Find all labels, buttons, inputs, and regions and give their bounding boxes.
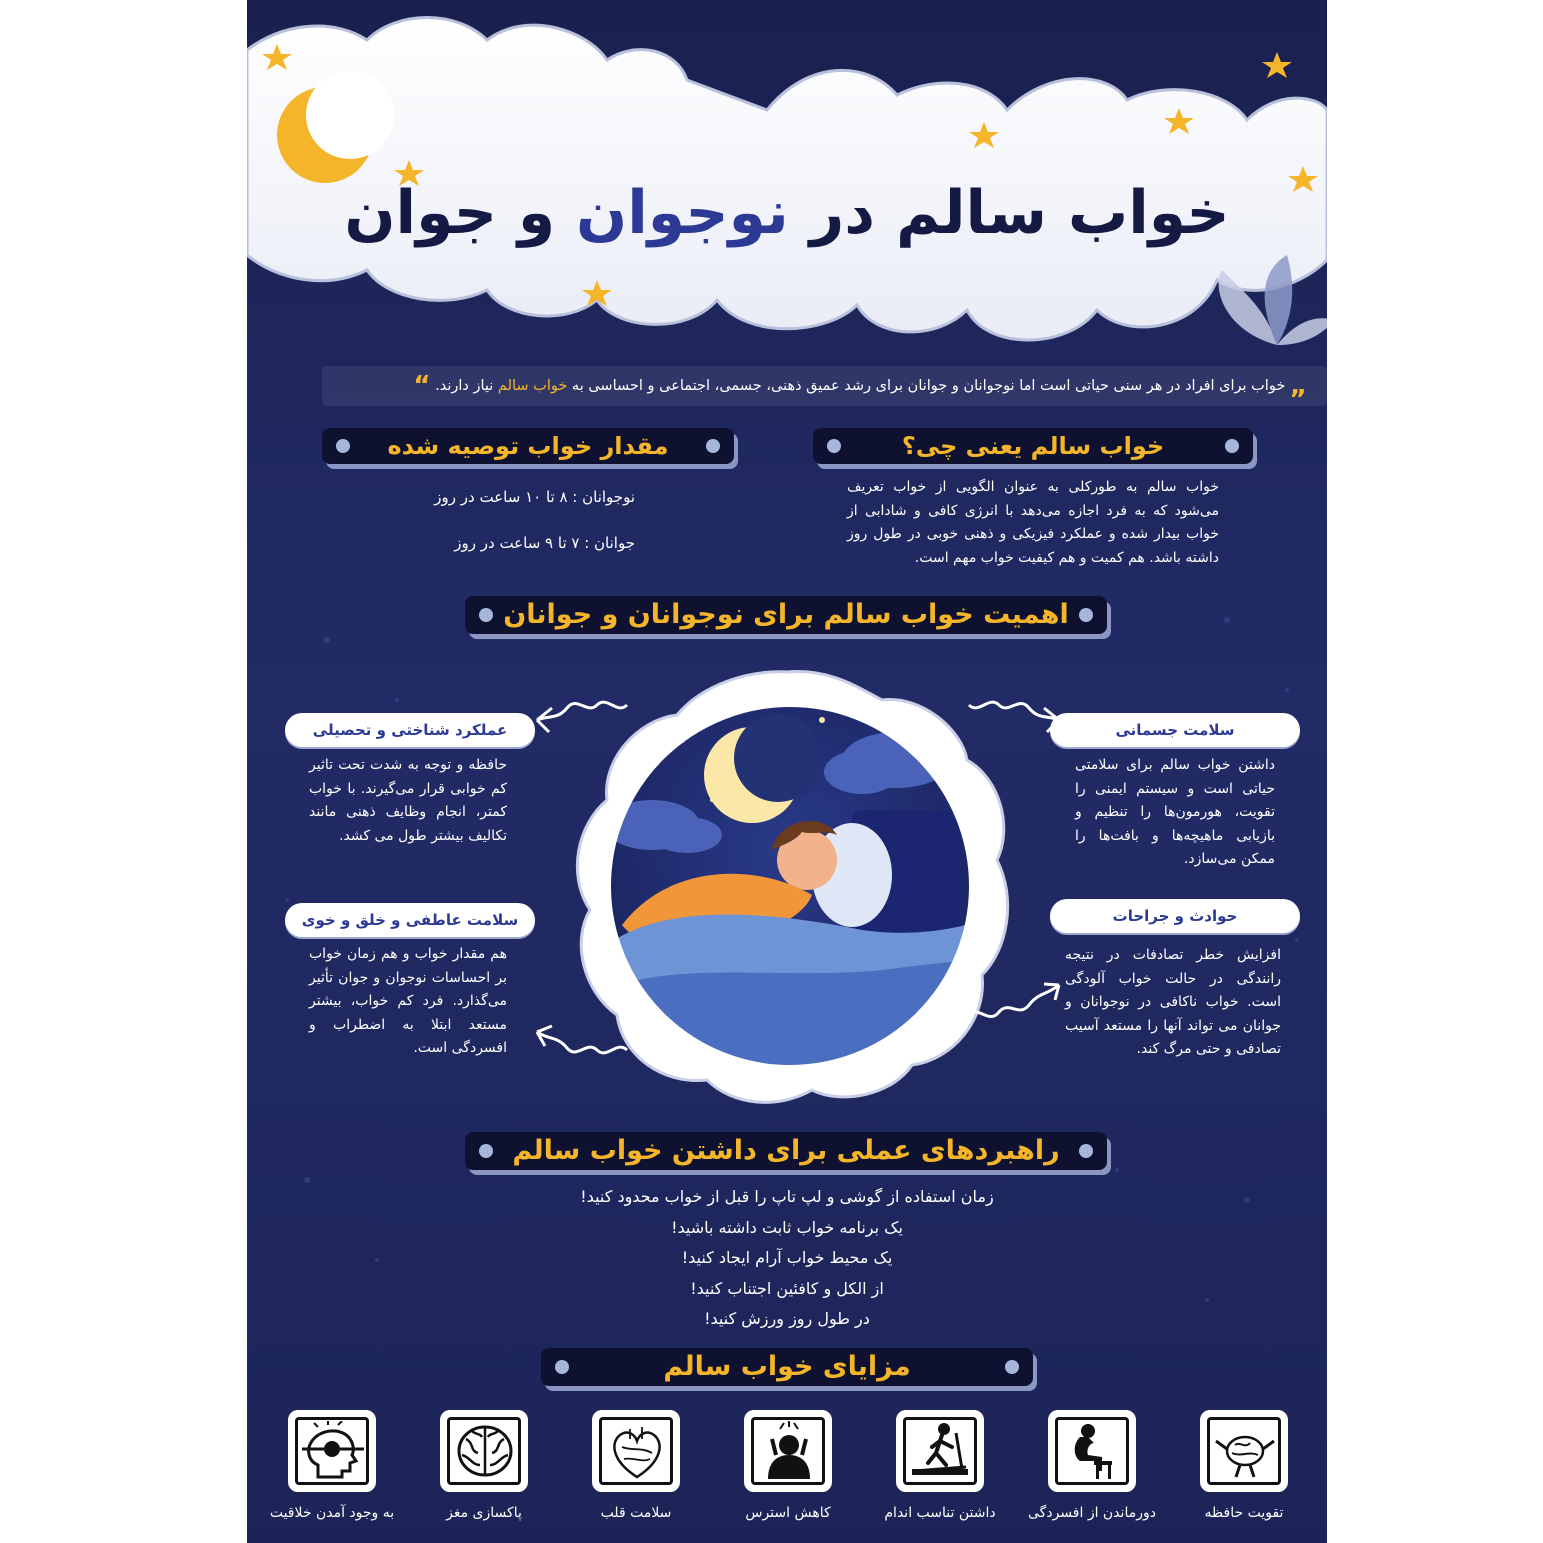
benefit-card-stress	[744, 1410, 832, 1492]
benefit-label-depression: دورماندن از افسردگی	[1028, 1505, 1156, 1521]
emotional-body: هم مقدار خواب و هم زمان خواب بر احساسات نوجوان و جوان تأثیر می‌گذارد. فرد کم خواب، بیشتر مستعد ابتلا به اضطراب و افسردگی است.	[309, 946, 507, 1056]
benefit-label-brain: پاکسازی مغز	[446, 1505, 522, 1521]
benefit-label-heart: سلامت قلب	[600, 1505, 672, 1521]
squiggle-top-left	[527, 690, 637, 750]
stressed-head-icon	[754, 1421, 822, 1481]
strategy-item: در طول روز ورزش کنید!	[704, 1309, 870, 1328]
strategy-item: یک محیط خواب آرام ایجاد کنید!	[681, 1248, 893, 1267]
benefit-label-memory: تقویت حافظه	[1204, 1505, 1284, 1521]
sad-person-icon	[1058, 1421, 1126, 1481]
amount-youth: جوانان : ۷ تا ۹ ساعت در روز	[454, 534, 635, 552]
accidents-title: حوادث و جراحات	[1050, 899, 1300, 933]
section-what-body: خواب سالم به طورکلی به عنوان الگویی از خواب تعریف می‌شود که به فرد اجازه می‌دهد با انرژی کافی و شادابی از خواب بیدار شده و عملکرد فیزیکی و ذهنی خوبی در طول روز داشته باشد. هم کمیت و هم کیفیت خواب مهم است.	[847, 479, 1219, 566]
benefit-label-fitness: داشتن تناسب اندام	[884, 1505, 996, 1521]
benefit-card-memory	[1200, 1410, 1288, 1492]
section-what-title: خواب سالم یعنی چی؟	[813, 428, 1253, 464]
brain-lifting-icon	[1210, 1421, 1278, 1481]
squiggle-bottom-left	[527, 1010, 637, 1070]
brain-icon	[450, 1421, 518, 1481]
physical-health-body: داشتن خواب سالم برای سلامتی حیاتی است و سیستم ایمنی را تقویت، هورمون‌ها را تنظیم و بازیابی ماهیچه‌ها و بافت‌ها را ممکن می‌سازد.	[1075, 757, 1275, 867]
amount-teens: نوجوانان : ۸ تا ۱۰ ساعت در روز	[434, 488, 635, 506]
strategy-item: یک برنامه خواب ثابت داشته باشید!	[671, 1217, 903, 1237]
cognitive-title: عملکرد شناختی و تحصیلی	[285, 713, 535, 747]
creative-head-icon	[298, 1421, 366, 1481]
section-strategies-title: راهبردهای عملی برای داشتن خواب سالم	[465, 1132, 1107, 1170]
benefit-card-depression	[1048, 1410, 1136, 1492]
intro-quote: „ خواب برای افراد در هر سنی حیاتی است اما نوجوانان و جوانان برای رشد عمیق ذهنی، جسمی، اجتماعی و احساسی به خواب سالم نیاز دارند. “	[322, 366, 1327, 406]
treadmill-icon	[906, 1421, 974, 1481]
page-title: خواب سالم در نوجوان و جوان	[344, 178, 1230, 248]
poster	[247, 0, 1327, 1543]
emotional-title: سلامت عاطفی و خلق و خوی	[285, 903, 535, 937]
benefit-card-creativity	[288, 1410, 376, 1492]
benefit-card-brain	[440, 1410, 528, 1492]
benefit-label-creativity: به وجود آمدن خلاقیت	[269, 1505, 395, 1521]
cognitive-body: حافظه و توجه به شدت تحت تاثیر کم خوابی قرار می‌گیرند. با خواب کمتر، انجام وظایف ذهنی مانند تکالیف بیشتر طول می کشد.	[309, 757, 507, 844]
strategy-item: از الکل و کافئین اجتناب کنید!	[690, 1278, 884, 1298]
close-quote: “	[413, 371, 431, 401]
accidents-body: افزایش خطر تصادفات در نتیجه رانندگی در حالت خواب آلودگی است. خواب ناکافی در نوجوانان و جوانان می تواند آنها را مستعد آسیب تصادفی و حتی مرگ کند.	[1065, 947, 1281, 1057]
physical-health-title: سلامت جسمانی	[1050, 713, 1300, 747]
strategies-list	[487, 1182, 1087, 1335]
benefit-card-heart	[592, 1410, 680, 1492]
heart-icon	[602, 1421, 670, 1481]
strategy-item: زمان استفاده از گوشی و لپ تاپ را قبل از خواب محدود کنید!	[580, 1187, 994, 1206]
section-amount-title: مقدار خواب توصیه شده	[322, 428, 734, 464]
section-importance-title: اهمیت خواب سالم برای نوجوانان و جوانان	[465, 596, 1107, 634]
open-quote: „	[1289, 371, 1307, 401]
benefit-label-stress: کاهش استرس	[745, 1505, 831, 1521]
benefit-card-fitness	[896, 1410, 984, 1492]
squiggle-bottom-right	[959, 970, 1069, 1030]
section-benefits-title: مزایای خواب سالم	[541, 1348, 1033, 1386]
